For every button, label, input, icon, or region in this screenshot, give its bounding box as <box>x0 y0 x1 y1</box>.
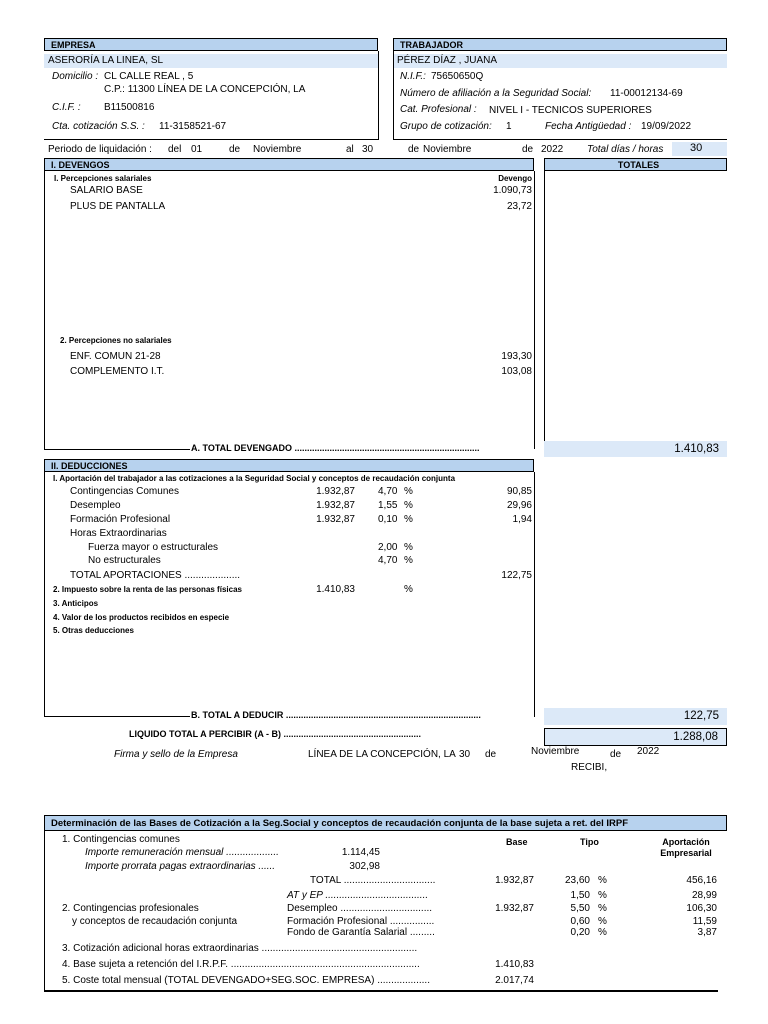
horas-extra-cotizacion-label: 3. Cotización adicional horas extraordinarias ........................................................ <box>62 943 418 954</box>
worker-header: TRABAJADOR <box>393 38 727 51</box>
deduction-rate: 1,55 <box>378 500 398 511</box>
nosalarial-amount: 193,30 <box>501 351 532 362</box>
firma-label: Firma y sello de la Empresa <box>114 749 238 760</box>
period-de-2: de <box>408 144 420 155</box>
worker-nif: 75650650Q <box>431 71 484 82</box>
nosalarial-concept: COMPLEMENTO I.T. <box>70 366 165 377</box>
bases-bottom-border <box>44 990 718 992</box>
extra-hours-concept: Fuerza mayor o estructurales <box>88 542 219 553</box>
bases-total-percent: % <box>598 875 607 886</box>
period-label: Periodo de liquidación : <box>48 144 152 155</box>
devengos-right-border <box>534 171 535 449</box>
signature-place: LÍNEA DE LA CONCEPCIÓN, LA <box>308 749 456 760</box>
liquido-label: LIQUIDO TOTAL A PERCIBIR (A - B) ....................................................... <box>129 729 422 739</box>
especie-label: 4. Valor de los productos recibidos en especie <box>53 613 230 622</box>
salarial-amount: 23,72 <box>506 201 532 212</box>
period-days: 30 <box>690 142 703 154</box>
worker-ss-number: 11-00012134-69 <box>610 88 683 99</box>
worker-cat-label: Cat. Profesional : <box>400 104 477 115</box>
extra-hours-label: Horas Extraordinarias <box>70 528 167 539</box>
anticipos-label: 3. Anticipos <box>53 599 99 608</box>
coste-total-label: 5. Coste total mensual (TOTAL DEVENGADO+SEG.SOC. EMPRESA) ................... <box>62 975 430 986</box>
irpf-base-label: 4. Base sujeta a retención del I.R.P.F. .................................................................... <box>62 959 420 970</box>
atep-amount: 28,99 <box>691 890 717 901</box>
worker-category: NIVEL I - TECNICOS SUPERIORES <box>489 105 652 116</box>
aportacion-column-header: Aportación <box>662 837 710 847</box>
signature-year: 2022 <box>637 746 660 757</box>
irpf-percent: % <box>404 584 413 595</box>
desempleo-amount: 106,30 <box>686 903 717 914</box>
total-devengado-label: A. TOTAL DEVENGADO .......................................................................... <box>191 443 480 453</box>
desempleo-label: Desempleo ................................. <box>287 903 433 914</box>
recibi-label: RECIBI, <box>571 762 608 773</box>
company-box-bottom-border <box>44 139 379 140</box>
nosalarial-amount: 103,08 <box>501 366 532 377</box>
deduction-amount: 1,94 <box>512 514 532 525</box>
signature-de-1: de <box>485 749 497 760</box>
totals-left-border <box>544 171 545 449</box>
fp-amount: 11,59 <box>692 916 717 927</box>
salarial-amount: 1.090,73 <box>493 185 532 196</box>
salarial-concept: SALARIO BASE <box>70 185 143 196</box>
deduction-rate: 0,10 <box>378 514 398 525</box>
period-days-label: Total días / horas <box>587 144 664 155</box>
bases-total-rate: 23,60 <box>564 875 590 886</box>
cp-label-1: 2. Contingencias profesionales <box>62 903 199 914</box>
atep-label: AT y EP ..................................... <box>287 890 429 901</box>
empresarial-column-header: Empresarial <box>660 848 712 858</box>
deduction-concept: Contingencias Comunes <box>70 486 179 497</box>
deduction-amount: 29,96 <box>506 500 532 511</box>
worker-name: PÉREZ DÍAZ , JUANA <box>397 55 498 66</box>
deduction-base: 1.932,87 <box>316 500 355 511</box>
signature-day: 30 <box>459 749 471 760</box>
liquido-value: 1.288,08 <box>544 728 727 746</box>
extra-hours-percent: % <box>404 555 413 566</box>
total-deducir-label: B. TOTAL A DEDUCIR .............................................................................. <box>191 710 481 720</box>
company-address-city: C.P.: 11300 LÍNEA DE LA CONCEPCIÓN, LA <box>104 84 306 95</box>
deducciones-right-border <box>534 472 535 717</box>
bases-total-base: 1.932,87 <box>495 875 534 886</box>
worker-box-bottom-border <box>393 139 727 140</box>
period-year: 2022 <box>541 144 564 155</box>
company-name: ASERORÍA LA LINEA, SL <box>48 55 164 66</box>
fogasa-rate: 0,20 <box>570 927 590 938</box>
deduction-percent: % <box>404 500 413 511</box>
company-address-street: CL CALLE REAL , 5 <box>104 71 194 82</box>
devengo-column-label: Devengo <box>498 174 532 183</box>
company-box-right-border <box>378 51 379 139</box>
period-al: al <box>346 144 354 155</box>
atep-percent: % <box>598 890 607 901</box>
bases-header: Determinación de las Bases de Cotización a la Seg.Social y conceptos de recaudación conjunta de la base sujeta a ret. del IRPF <box>44 815 727 831</box>
company-header: EMPRESA <box>44 38 378 51</box>
company-address-label: Domicilio : <box>52 71 99 82</box>
totals-header: TOTALES <box>544 158 727 171</box>
period-de-3: de <box>522 144 534 155</box>
period-del: del <box>168 144 182 155</box>
signature-de-2: de <box>610 749 622 760</box>
desempleo-rate: 5,50 <box>570 903 590 914</box>
period-to-month: Noviembre <box>423 144 472 155</box>
devengos-header: I. DEVENGOS <box>44 158 534 171</box>
total-aportaciones-value: 122,75 <box>501 570 532 581</box>
period-de-1: de <box>229 144 241 155</box>
period-from-day: 01 <box>191 144 203 155</box>
worker-seniority-label: Fecha Antigüedad : <box>545 121 632 132</box>
salarial-label: I. Percepciones salariales <box>54 174 152 183</box>
deduction-concept: Desempleo <box>70 500 121 511</box>
worker-group-label: Grupo de cotización: <box>400 121 492 132</box>
irpf-base-value: 1.410,83 <box>495 959 534 970</box>
period-to-day: 30 <box>362 144 374 155</box>
extra-hours-percent: % <box>404 542 413 553</box>
atep-rate: 1,50 <box>570 890 590 901</box>
extra-hours-rate: 4,70 <box>378 555 398 566</box>
prorrata-value: 302,98 <box>349 861 380 872</box>
fp-rate: 0,60 <box>570 916 590 927</box>
bases-total-amount: 456,16 <box>686 875 717 886</box>
period-from-month: Noviembre <box>253 144 302 155</box>
aportacion-label: I. Aportación del trabajador a las cotizaciones a la Seguridad Social y conceptos de recaudación conjunta <box>53 474 456 483</box>
company-cta-label: Cta. cotización S.S. : <box>52 121 145 132</box>
worker-group: 1 <box>506 121 512 132</box>
worker-box-left-border <box>393 51 394 139</box>
devengos-left-border <box>44 171 45 449</box>
total-devengado-value: 1.410,83 <box>544 441 727 457</box>
deducciones-left-border <box>44 472 45 717</box>
deduction-base: 1.932,87 <box>316 486 355 497</box>
nosalarial-label: 2. Percepciones no salariales <box>60 336 172 345</box>
desempleo-base: 1.932,87 <box>495 903 534 914</box>
extra-hours-rate: 2,00 <box>378 542 398 553</box>
salarial-concept: PLUS DE PANTALLA <box>70 201 166 212</box>
company-cif: B11500816 <box>104 102 155 113</box>
coste-total-value: 2.017,74 <box>495 975 534 986</box>
base-column-header: Base <box>506 837 528 847</box>
remuneracion-value: 1.114,45 <box>341 847 380 858</box>
fp-label: Formación Profesional ................ <box>287 916 435 927</box>
desempleo-percent: % <box>598 903 607 914</box>
otras-deducciones-label: 5. Otras deducciones <box>53 626 134 635</box>
cc-label: 1. Contingencias comunes <box>62 834 180 845</box>
fogasa-label: Fondo de Garantía Salarial ......... <box>287 927 435 938</box>
bases-left-border <box>44 831 45 991</box>
deduction-concept: Formación Profesional <box>70 514 171 525</box>
deduction-rate: 4,70 <box>378 486 398 497</box>
extra-hours-concept: No estructurales <box>88 555 161 566</box>
tipo-column-header: Tipo <box>580 837 599 847</box>
prorrata-label: Importe prorrata pagas extraordinarias ...... <box>85 861 276 872</box>
fogasa-amount: 3,87 <box>697 927 717 938</box>
bases-total-label: TOTAL ................................. <box>310 875 436 886</box>
nosalarial-concept: ENF. COMUN 21-28 <box>70 351 161 362</box>
deducciones-header: II. DEDUCCIONES <box>44 459 534 472</box>
total-deducir-value: 122,75 <box>544 708 727 725</box>
company-cta: 11-3158521-67 <box>159 121 227 132</box>
deduction-amount: 90,85 <box>506 486 532 497</box>
remuneracion-label: Importe remuneración mensual ................... <box>85 847 279 858</box>
fogasa-percent: % <box>598 927 607 938</box>
deducciones-bottom-border <box>44 716 190 717</box>
worker-ss-label: Número de afiliación a la Seguridad Social: <box>400 88 592 99</box>
signature-month: Noviembre <box>531 746 580 757</box>
deduction-percent: % <box>404 514 413 525</box>
total-aportaciones-label: TOTAL APORTACIONES .................... <box>70 570 241 581</box>
worker-seniority: 19/09/2022 <box>641 121 692 132</box>
company-cif-label: C.I.F. : <box>52 102 81 113</box>
irpf-base: 1.410,83 <box>316 584 355 595</box>
irpf-label: 2. Impuesto sobre la renta de las personas físicas <box>53 585 242 594</box>
deduction-base: 1.932,87 <box>316 514 355 525</box>
cp-label-2: y conceptos de recaudación conjunta <box>72 916 238 927</box>
devengos-bottom-border <box>44 449 190 450</box>
deduction-percent: % <box>404 486 413 497</box>
fp-percent: % <box>598 916 607 927</box>
worker-nif-label: N.I.F.: <box>400 71 426 82</box>
